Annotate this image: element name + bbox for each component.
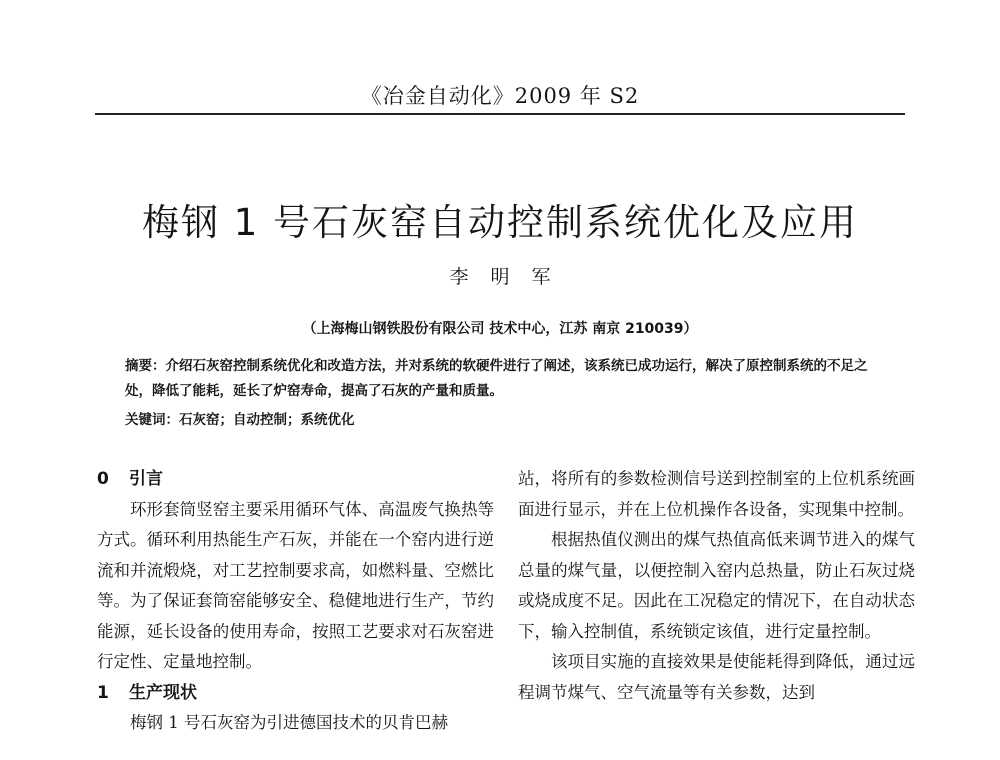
- body-paragraph: 站，将所有的参数检测信号送到控制室的上位机系统画面进行显示，并在上位机操作各设备，实现集中控制。: [518, 469, 915, 519]
- keywords-line: 关键词：石灰窑；自动控制；系统优化: [125, 412, 355, 428]
- abstract-text: 摘要：介绍石灰窑控制系统优化和改造方法，并对系统的软硬件进行了阐述，该系统已成功运行，解决了原控制系统的不足之处，降低了能耗，延长了炉窑寿命，提高了石灰的产量和质量。: [125, 358, 868, 399]
- body-paragraph: 梅钢 1 号石灰窑为引进德国技术的贝肯巴赫: [130, 713, 448, 732]
- right-column: [518, 464, 915, 708]
- section-heading-intro: [97, 464, 494, 495]
- header-rule: [95, 113, 905, 115]
- author-name: 李明军: [449, 266, 573, 288]
- paper-title: 梅钢 1 号石灰窑自动控制系统优化及应用: [141, 201, 859, 244]
- section-number: 1: [97, 682, 109, 703]
- section-title: 引言: [129, 469, 163, 489]
- section-heading-status: [97, 678, 494, 709]
- author-affiliation: （上海梅山钢铁股份有限公司 技术中心，江苏 南京 210039）: [302, 321, 698, 337]
- left-column: [97, 464, 494, 739]
- body-paragraph: 该项目实施的直接效果是使能耗得到降低，通过远程调节煤气、空气流量等有关参数，达到: [518, 652, 915, 702]
- running-header: 《冶金自动化》2009 年 S2: [360, 84, 640, 108]
- section-title: 生产现状: [129, 682, 197, 703]
- abstract-block: [125, 354, 885, 433]
- body-paragraph: 根据热值仪测出的煤气热值高低来调节进入的煤气总量的煤气量，以便控制入窑内总热量，防止石灰过烧或烧成度不足。因此在工况稳定的情况下，在自动状态下，输入控制值，系统锁定该值，进行定量控制。: [518, 530, 915, 641]
- section-number: 0: [97, 469, 109, 489]
- body-paragraph: 环形套筒竖窑主要采用循环气体、高温废气换热等方式。循环利用热能生产石灰，并能在一个窑内进行逆流和并流煅烧，对工艺控制要求高，如燃料量、空燃比等。为了保证套筒窑能够安全、稳健地进行生产，节约能源，延长设备的使用寿命，按照工艺要求对石灰窑进行定性、定量地控制。: [97, 499, 494, 671]
